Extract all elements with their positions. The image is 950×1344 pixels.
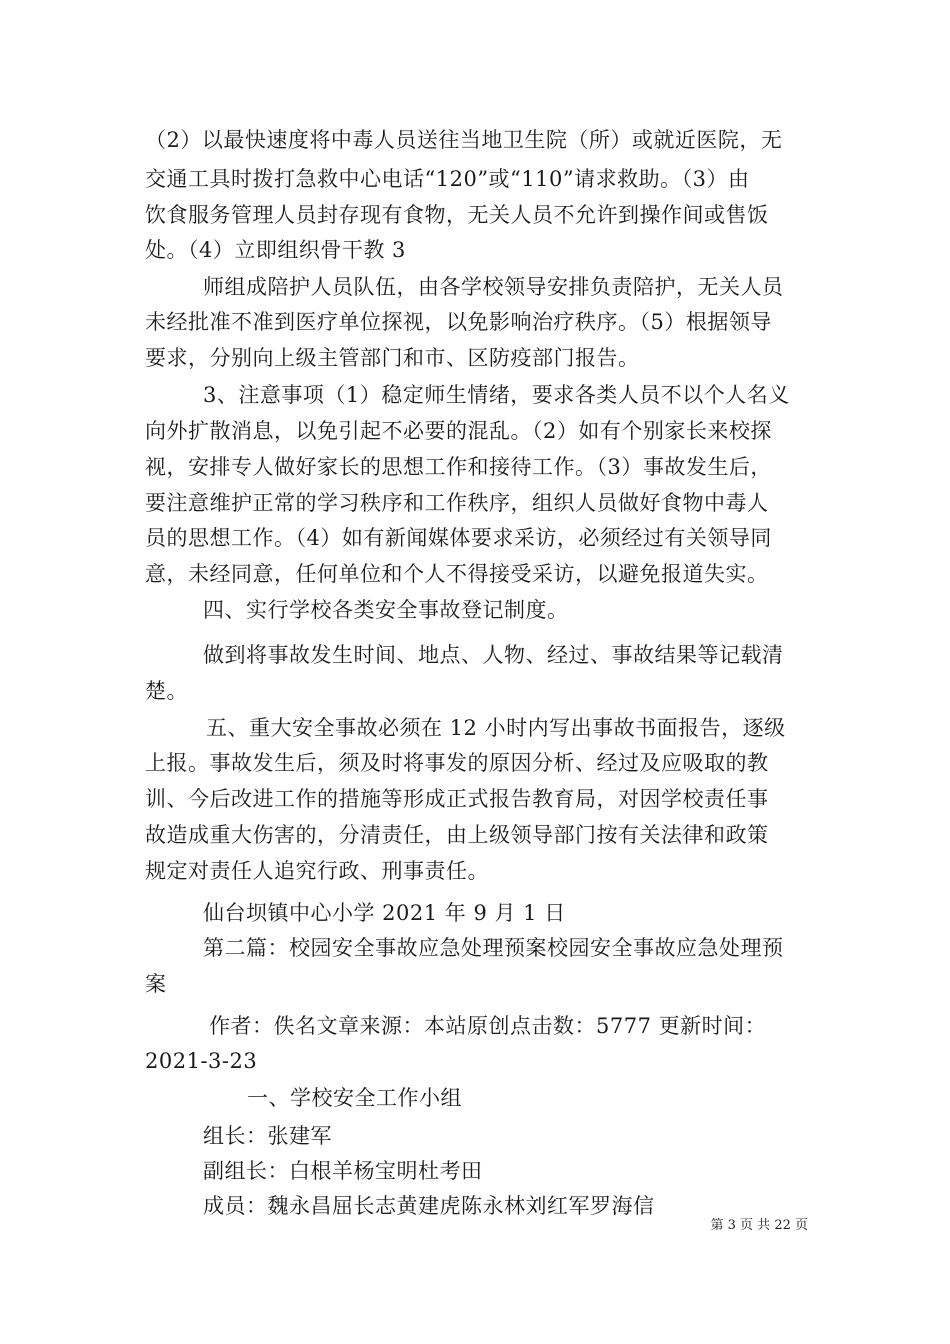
section-title: 第二篇：校园安全事故应急处理预案校园安全事故应急处理预 <box>203 936 784 960</box>
body-text-line: 故造成重大伤害的，分清责任，由上级领导部门按有关法律和政策 <box>145 823 769 847</box>
body-text-line: 意，未经同意，任何单位和个人不得接受采访，以避免报道失实。 <box>145 562 769 586</box>
body-text-line: （2）以最快速度将中毒人员送往当地卫生院（所）或就近医院，无 <box>145 128 783 152</box>
body-text-line: 要注意维护正常的学习秩序和工作秩序，组织人员做好食物中毒人 <box>145 491 769 515</box>
body-text-line: 视，安排专人做好家长的思想工作和接待工作。（3）事故发生后， <box>145 455 772 479</box>
body-text-line: 组长：张建军 <box>203 1124 332 1148</box>
body-text-line: 要求，分别向上级主管部门和市、区防疫部门报告。 <box>145 346 640 370</box>
body-text-line: 副组长：白根羊杨宝明杜考田 <box>203 1159 483 1183</box>
body-text-line: 3、注意事项（1）稳定师生情绪，要求各类人员不以个人名义 <box>203 383 790 407</box>
body-text-line: 规定对责任人追究行政、刑事责任。 <box>145 859 489 883</box>
section-heading: 四、实行学校各类安全事故登记制度。 <box>203 598 569 622</box>
body-text-line: 交通工具时拨打急救中心电话“120”或“110”请求救助。（3）由 <box>145 167 750 191</box>
section-title: 案 <box>145 972 167 996</box>
body-text-line: 做到将事故发生时间、地点、人物、经过、事故结果等记载清 <box>203 643 784 667</box>
article-meta-line: 作者：佚名文章来源：本站原创点击数：5777 更新时间： <box>209 1014 767 1038</box>
page-number: 第 3 页 共 22 页 <box>710 1218 808 1233</box>
body-text-line: 处。（4）立即组织骨干教 3 <box>145 238 406 262</box>
body-text-line: 师组成陪护人员队伍，由各学校领导安排负责陪护，无关人员 <box>203 275 784 299</box>
body-text-line: 训、今后改进工作的措施等形成正式报告教育局，对因学校责任事 <box>145 787 769 811</box>
body-text-line: 五、重大安全事故必须在 12 小时内写出事故书面报告，逐级 <box>206 716 786 740</box>
body-text-line: 楚。 <box>145 679 188 703</box>
body-text-line: 饮食服务管理人员封存现有食物，无关人员不允许到操作间或售饭 <box>145 203 769 227</box>
section-heading: 一、学校安全工作小组 <box>247 1086 462 1110</box>
body-text-line: 向外扩散消息，以免引起不必要的混乱。（2）如有个别家长来校探 <box>145 419 772 443</box>
signature-date-line: 仙台坝镇中心小学 2021 年 9 月 1 日 <box>203 901 566 925</box>
body-text-line: 成员：魏永昌屈长志黄建虎陈永林刘红军罗海信 <box>203 1194 655 1218</box>
body-text-line: 上报。事故发生后，须及时将事发的原因分析、经过及应吸取的教 <box>145 751 769 775</box>
body-text-line: 未经批准不准到医疗单位探视，以免影响治疗秩序。（5）根据领导 <box>145 310 772 334</box>
article-meta-line: 2021-3-23 <box>145 1049 258 1073</box>
body-text-line: 员的思想工作。（4）如有新闻媒体要求采访，必须经过有关领导同 <box>145 526 772 550</box>
